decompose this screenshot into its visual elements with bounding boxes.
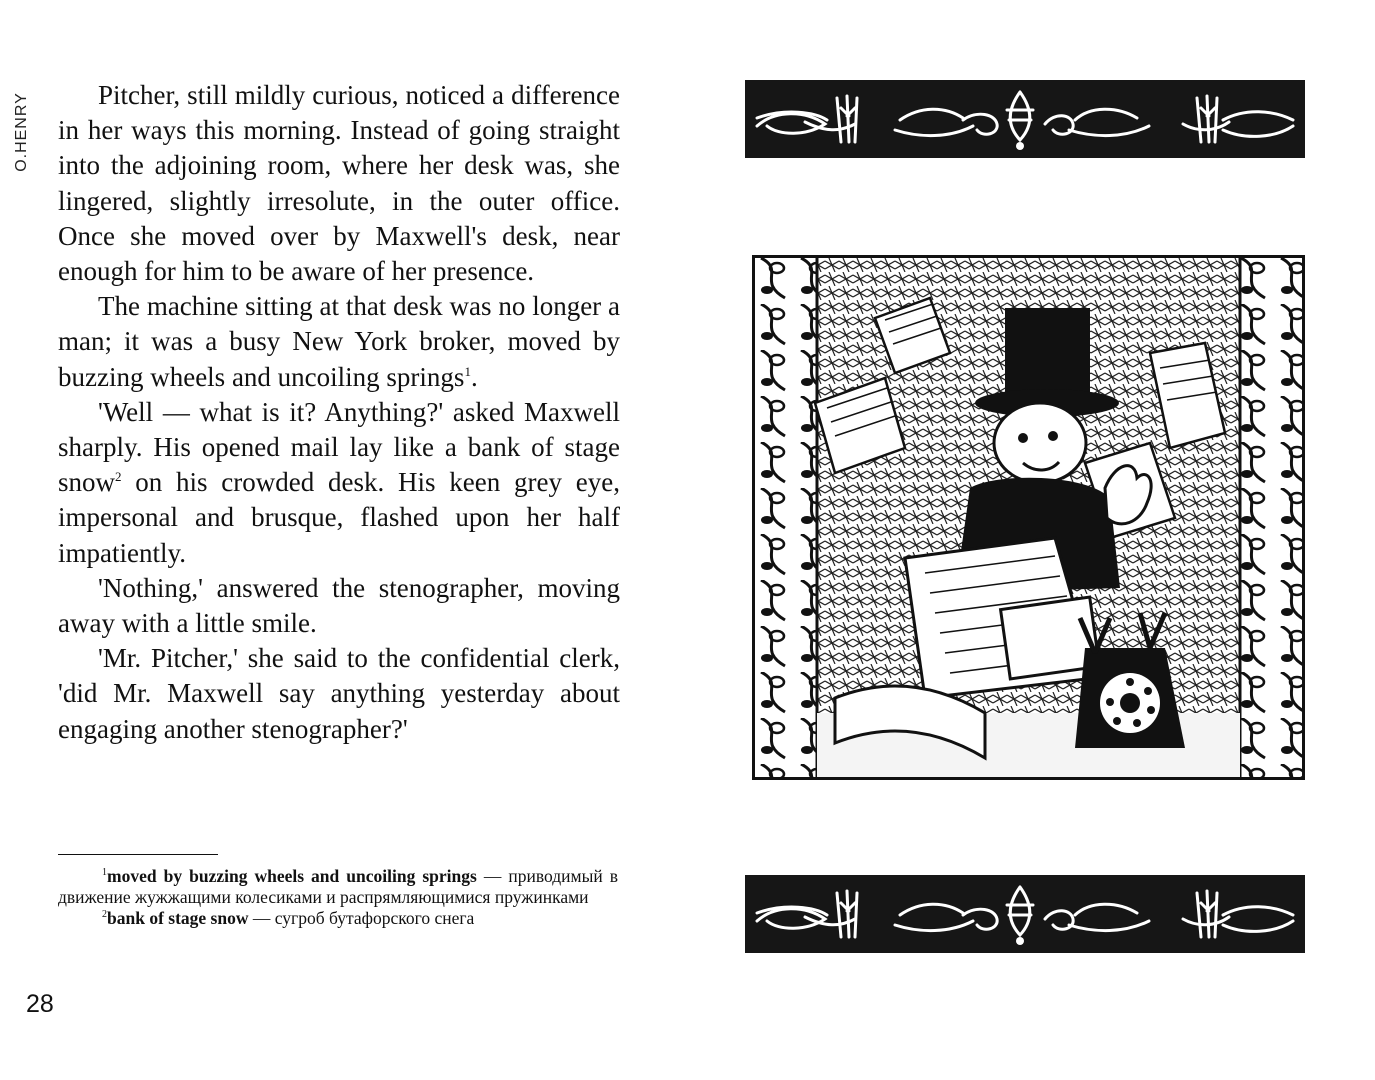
- paragraph-5: 'Mr. Pitcher,' she said to the confidential clerk, 'did Mr. Maxwell say anything yesterday about engaging another stenographer?': [58, 643, 620, 744]
- footnote-2-mark: 2: [102, 909, 107, 921]
- footnote-2-gloss: — сугроб бутафорского снега: [248, 908, 475, 928]
- footnote-ref-2: 2: [115, 469, 122, 485]
- paragraph-3-text-b: on his crowded desk. His keen grey eye, impersonal and brusque, flashed upon her half impatiently.: [58, 467, 620, 568]
- footnote-1-mark: 1: [102, 867, 107, 879]
- running-head: [10, 82, 34, 182]
- footnote-2: [58, 908, 618, 929]
- paragraph-2-text: The machine sitting at that desk was no longer a man; it was a busy New York broker, moved by buzzing wheels and uncoiling springs: [58, 291, 620, 392]
- page-number: 28: [26, 990, 54, 1018]
- paragraph-2: [58, 289, 620, 395]
- top-ornament-band: [745, 80, 1305, 158]
- flourish-ornament-icon: [745, 875, 1305, 953]
- illustration-broker-at-desk-icon: [755, 258, 1302, 777]
- bottom-ornament-band: [745, 875, 1305, 953]
- footnote-rule: [58, 854, 218, 855]
- illustration: [752, 255, 1305, 780]
- paragraph-2-end: .: [470, 361, 478, 392]
- running-head-text: O.HENRY: [13, 92, 31, 172]
- flourish-ornament-icon: [745, 80, 1305, 158]
- footnote-ref-1: 1: [464, 363, 471, 379]
- footnote-1: [58, 866, 618, 908]
- body-text: [58, 78, 620, 747]
- footnote-1-term: moved by buzzing wheels and uncoiling springs: [107, 866, 477, 886]
- paragraph-4: 'Nothing,' answered the stenographer, moving away with a little smile.: [58, 572, 620, 639]
- footnote-1-gloss: — приводимый в движение жужжащими колесиками и распрямляющимися пружинками: [58, 866, 618, 907]
- paragraph-3: [58, 395, 620, 571]
- paragraph-1: Pitcher, still mildly curious, noticed a difference in her ways this morning. Instead of going straight into the adjoining room, where her desk was, she lingered, slightly irresolute, in the outer office. Once she moved over by Maxwell's desk, near enough for him to be aware of her presence.: [58, 80, 620, 287]
- footnotes: [58, 866, 618, 929]
- footnote-2-term: bank of stage snow: [107, 908, 249, 928]
- paragraph-3-text-a: 'Well — what is it? Anything?' asked Maxwell sharply. His opened mail lay like a bank of stage snow: [58, 396, 620, 498]
